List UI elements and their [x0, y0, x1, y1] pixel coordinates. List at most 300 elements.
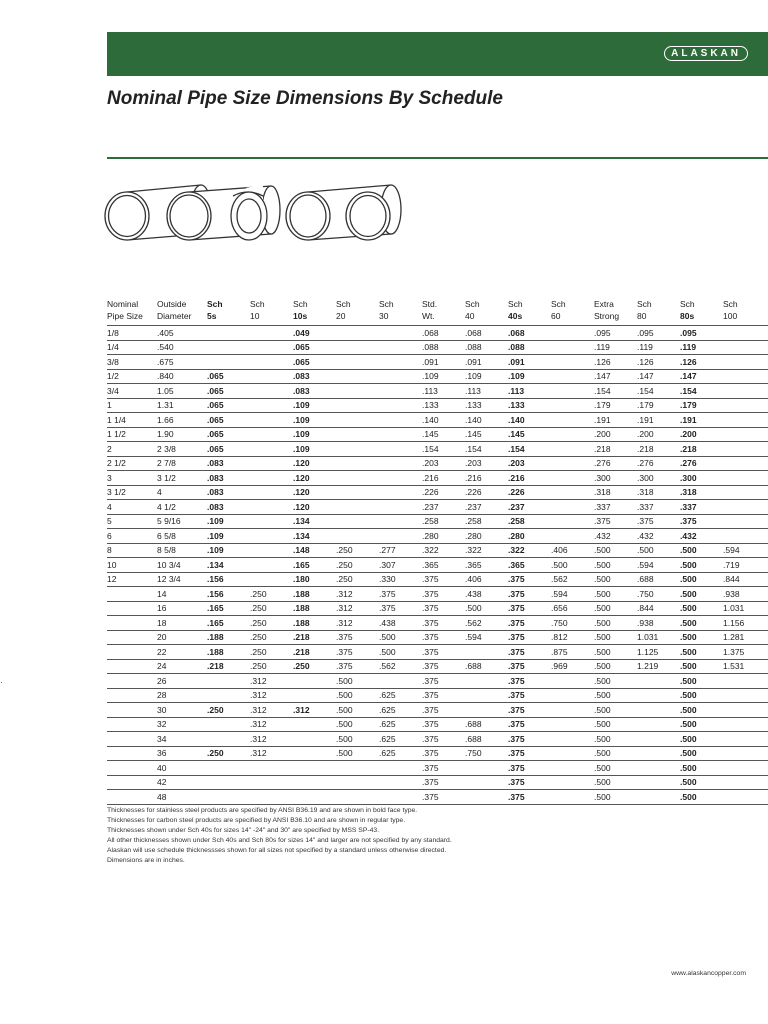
table-cell: [465, 761, 508, 776]
table-cell: .188: [293, 601, 336, 616]
table-cell: .148: [293, 543, 336, 558]
table-cell: .250: [250, 659, 293, 674]
table-cell: .312: [250, 674, 293, 689]
table-cell: .250: [207, 746, 250, 761]
column-header: [157, 298, 207, 326]
table-cell: 1 1/2: [107, 427, 157, 442]
table-cell: [723, 761, 768, 776]
table-cell: 3 1/2: [157, 471, 207, 486]
table-cell: [379, 761, 422, 776]
header-line-1: Sch: [207, 299, 223, 309]
table-cell: .120: [293, 500, 336, 515]
table-cell: .119: [594, 340, 637, 355]
table-cell: .375: [422, 688, 465, 703]
table-row: [107, 326, 768, 341]
table-cell: 26: [157, 674, 207, 689]
table-cell: .145: [422, 427, 465, 442]
table-cell: [379, 456, 422, 471]
table-cell: .179: [637, 398, 680, 413]
table-cell: .375: [422, 572, 465, 587]
table-cell: 1.05: [157, 384, 207, 399]
table-cell: [336, 471, 379, 486]
table-cell: .312: [250, 746, 293, 761]
table-cell: [723, 355, 768, 370]
table-cell: .109: [508, 369, 551, 384]
table-cell: .375: [508, 717, 551, 732]
table-cell: 6 5/8: [157, 529, 207, 544]
table-cell: .200: [594, 427, 637, 442]
table-cell: [107, 761, 157, 776]
table-cell: [336, 427, 379, 442]
table-cell: .120: [293, 456, 336, 471]
table-cell: 32: [157, 717, 207, 732]
table-cell: [107, 630, 157, 645]
table-cell: [379, 398, 422, 413]
table-cell: 1.90: [157, 427, 207, 442]
table-cell: [107, 732, 157, 747]
table-cell: .500: [680, 587, 723, 602]
table-cell: [551, 398, 594, 413]
table-cell: .300: [594, 471, 637, 486]
table-cell: .500: [594, 674, 637, 689]
table-cell: .250: [250, 601, 293, 616]
table-cell: .500: [680, 717, 723, 732]
table-cell: .812: [551, 630, 594, 645]
header-line-1: Sch: [508, 299, 523, 309]
table-cell: .562: [465, 616, 508, 631]
table-row: [107, 340, 768, 355]
table-cell: .375: [336, 659, 379, 674]
table-cell: [250, 529, 293, 544]
table-cell: [637, 732, 680, 747]
table-row: [107, 427, 768, 442]
table-row: [107, 703, 768, 718]
table-cell: .218: [637, 442, 680, 457]
page-title: Nominal Pipe Size Dimensions By Schedule: [107, 88, 503, 109]
table-row: [107, 500, 768, 515]
table-cell: [723, 529, 768, 544]
table-cell: [336, 398, 379, 413]
company-logo: ALASKAN: [664, 46, 748, 61]
table-cell: .375: [422, 775, 465, 790]
table-cell: .134: [207, 558, 250, 573]
table-cell: 30: [157, 703, 207, 718]
table-cell: .109: [293, 398, 336, 413]
table-cell: [551, 717, 594, 732]
table-cell: .133: [422, 398, 465, 413]
table-cell: .337: [594, 500, 637, 515]
table-cell: .065: [207, 413, 250, 428]
table-cell: [723, 775, 768, 790]
table-cell: 2: [107, 442, 157, 457]
column-header: [207, 298, 250, 326]
table-cell: .134: [293, 514, 336, 529]
table-row: [107, 355, 768, 370]
table-cell: 4: [107, 500, 157, 515]
table-cell: 3: [107, 471, 157, 486]
table-cell: .375: [508, 761, 551, 776]
table-cell: [723, 326, 768, 341]
table-cell: .300: [680, 471, 723, 486]
table-cell: .375: [508, 616, 551, 631]
table-cell: 1.125: [637, 645, 680, 660]
table-cell: .375: [422, 587, 465, 602]
header-line-1: Sch: [250, 299, 265, 309]
table-cell: .218: [293, 645, 336, 660]
table-row: [107, 572, 768, 587]
table-cell: .432: [680, 529, 723, 544]
table-cell: .179: [680, 398, 723, 413]
table-cell: [336, 775, 379, 790]
table-cell: .095: [637, 326, 680, 341]
table-cell: .109: [293, 413, 336, 428]
table-cell: .375: [422, 601, 465, 616]
table-cell: .147: [594, 369, 637, 384]
table-cell: .500: [594, 572, 637, 587]
table-cell: .562: [551, 572, 594, 587]
table-cell: .375: [422, 645, 465, 660]
table-cell: .218: [680, 442, 723, 457]
table-cell: [207, 732, 250, 747]
table-cell: .500: [594, 746, 637, 761]
table-cell: 3/4: [107, 384, 157, 399]
website-url[interactable]: www.alaskancopper.com: [671, 970, 746, 977]
table-cell: [250, 369, 293, 384]
table-cell: .109: [293, 427, 336, 442]
table-cell: .375: [422, 761, 465, 776]
table-cell: .375: [594, 514, 637, 529]
table-cell: 1.031: [637, 630, 680, 645]
table-row: [107, 659, 768, 674]
table-cell: [336, 326, 379, 341]
table-cell: [207, 775, 250, 790]
table-cell: .500: [594, 601, 637, 616]
table-cell: .365: [422, 558, 465, 573]
table-cell: [379, 500, 422, 515]
footnote: Thicknesses for stainless steel products are specified by ANSI B36.19 and are shown in bold face type.: [107, 807, 418, 814]
table-cell: .500: [594, 558, 637, 573]
table-cell: .500: [680, 761, 723, 776]
table-cell: [293, 790, 336, 805]
table-cell: .337: [637, 500, 680, 515]
table-cell: .500: [680, 674, 723, 689]
column-header: [594, 298, 637, 326]
header-line-1: Sch: [723, 299, 738, 309]
header-line-2: 20: [336, 311, 346, 321]
table-cell: .688: [465, 717, 508, 732]
header-line-1: Sch: [551, 299, 566, 309]
table-cell: [637, 717, 680, 732]
column-header: [508, 298, 551, 326]
table-cell: .594: [465, 630, 508, 645]
table-cell: .500: [594, 761, 637, 776]
table-cell: .500: [379, 645, 422, 660]
table-cell: 5: [107, 514, 157, 529]
table-cell: .500: [594, 790, 637, 805]
table-cell: [379, 427, 422, 442]
table-cell: .500: [336, 717, 379, 732]
table-cell: .154: [594, 384, 637, 399]
table-cell: .500: [680, 630, 723, 645]
table-cell: [250, 543, 293, 558]
table-cell: .840: [157, 369, 207, 384]
table-cell: .218: [594, 442, 637, 457]
table-cell: [293, 746, 336, 761]
table-cell: [336, 442, 379, 457]
table-cell: .500: [594, 616, 637, 631]
header-line-1: Sch: [465, 299, 480, 309]
table-cell: .147: [680, 369, 723, 384]
table-cell: [465, 775, 508, 790]
table-cell: .375: [422, 703, 465, 718]
table-cell: 1.66: [157, 413, 207, 428]
table-row: [107, 514, 768, 529]
table-cell: .938: [723, 587, 768, 602]
table-cell: .375: [422, 674, 465, 689]
table-row: [107, 616, 768, 631]
table-cell: [250, 456, 293, 471]
table-cell: [465, 688, 508, 703]
table-cell: [207, 761, 250, 776]
table-cell: .065: [293, 355, 336, 370]
table-cell: .656: [551, 601, 594, 616]
table-cell: .688: [465, 659, 508, 674]
table-cell: .088: [422, 340, 465, 355]
table-cell: [723, 514, 768, 529]
table-cell: [379, 326, 422, 341]
table-cell: .083: [207, 471, 250, 486]
pipes-illustration: [103, 180, 403, 250]
table-cell: [107, 746, 157, 761]
table-cell: .300: [637, 471, 680, 486]
table-cell: .312: [250, 688, 293, 703]
table-cell: [336, 369, 379, 384]
table-cell: .375: [422, 616, 465, 631]
table-cell: .375: [508, 674, 551, 689]
table-cell: 10 3/4: [157, 558, 207, 573]
table-cell: 1 1/4: [107, 413, 157, 428]
table-cell: .318: [637, 485, 680, 500]
table-cell: .200: [637, 427, 680, 442]
table-cell: .140: [508, 413, 551, 428]
table-cell: .405: [157, 326, 207, 341]
header-line-2: 80: [637, 311, 647, 321]
table-cell: 1.219: [637, 659, 680, 674]
table-cell: .625: [379, 732, 422, 747]
column-header: [551, 298, 594, 326]
table-row: [107, 790, 768, 805]
table-cell: .500: [680, 688, 723, 703]
footnotes: [107, 806, 452, 866]
table-cell: .500: [680, 659, 723, 674]
table-cell: [551, 761, 594, 776]
table-cell: [379, 355, 422, 370]
table-cell: [551, 500, 594, 515]
table-cell: 22: [157, 645, 207, 660]
table-cell: .154: [680, 384, 723, 399]
table-cell: .109: [207, 543, 250, 558]
table-cell: .250: [250, 630, 293, 645]
table-cell: .500: [379, 630, 422, 645]
table-cell: .091: [508, 355, 551, 370]
table-cell: 18: [157, 616, 207, 631]
table-cell: .375: [508, 790, 551, 805]
column-header: [293, 298, 336, 326]
table-cell: .126: [594, 355, 637, 370]
table-cell: 12: [107, 572, 157, 587]
table-cell: .250: [250, 587, 293, 602]
table-cell: .277: [379, 543, 422, 558]
table-cell: [637, 775, 680, 790]
table-cell: [250, 514, 293, 529]
table-cell: [551, 355, 594, 370]
table-cell: .375: [422, 717, 465, 732]
table-cell: [379, 514, 422, 529]
table-cell: .109: [207, 514, 250, 529]
table-cell: [723, 717, 768, 732]
table-cell: .938: [637, 616, 680, 631]
table-cell: .095: [680, 326, 723, 341]
table-cell: .165: [207, 601, 250, 616]
table-cell: [336, 384, 379, 399]
pipe-schedule-table: [107, 298, 768, 805]
table-cell: .562: [379, 659, 422, 674]
table-cell: [107, 717, 157, 732]
table-cell: .276: [594, 456, 637, 471]
table-cell: 1.156: [723, 616, 768, 631]
table-cell: .147: [637, 369, 680, 384]
table-cell: [723, 398, 768, 413]
header-line-2: 5s: [207, 311, 217, 321]
table-cell: [250, 500, 293, 515]
table-cell: .625: [379, 717, 422, 732]
table-cell: .140: [422, 413, 465, 428]
table-cell: .500: [594, 732, 637, 747]
table-cell: [207, 674, 250, 689]
table-cell: [723, 703, 768, 718]
column-header: [465, 298, 508, 326]
table-cell: .088: [465, 340, 508, 355]
table-cell: 1: [107, 398, 157, 413]
table-cell: [379, 485, 422, 500]
table-cell: [379, 384, 422, 399]
table-cell: .203: [508, 456, 551, 471]
table-cell: .625: [379, 703, 422, 718]
table-cell: .133: [508, 398, 551, 413]
table-cell: [336, 761, 379, 776]
footnote: Dimensions are in inches.: [107, 857, 185, 864]
table-cell: .191: [594, 413, 637, 428]
table-cell: [379, 790, 422, 805]
table-cell: [379, 340, 422, 355]
footnote: Thicknesses for carbon steel products are specified by ANSI B36.10 and are shown in regular type.: [107, 817, 406, 824]
header-line-1: Std.: [422, 299, 438, 309]
table-cell: .154: [508, 442, 551, 457]
table-cell: .216: [422, 471, 465, 486]
table-cell: [107, 775, 157, 790]
table-cell: .500: [551, 558, 594, 573]
table-cell: .969: [551, 659, 594, 674]
table-cell: [637, 746, 680, 761]
table-cell: .438: [465, 587, 508, 602]
table-row: [107, 529, 768, 544]
table-cell: .406: [551, 543, 594, 558]
table-cell: [551, 529, 594, 544]
divider: [107, 157, 768, 159]
table-cell: .330: [379, 572, 422, 587]
table-cell: .200: [680, 427, 723, 442]
column-header: [336, 298, 379, 326]
table-cell: [551, 456, 594, 471]
table-cell: 1.375: [723, 645, 768, 660]
header-line-2: Diameter: [157, 311, 192, 321]
table-cell: [250, 485, 293, 500]
table-cell: .375: [508, 630, 551, 645]
table-cell: [336, 413, 379, 428]
table-row: [107, 732, 768, 747]
table-cell: [551, 413, 594, 428]
table-cell: .322: [508, 543, 551, 558]
table-cell: .218: [207, 659, 250, 674]
table-cell: .500: [594, 543, 637, 558]
table-cell: .322: [465, 543, 508, 558]
table-cell: .625: [379, 688, 422, 703]
header-line-2: Pipe Size: [107, 311, 143, 321]
header-line-2: 60: [551, 311, 561, 321]
table-row: [107, 442, 768, 457]
table-cell: .375: [379, 601, 422, 616]
table-cell: [336, 514, 379, 529]
table-cell: .154: [422, 442, 465, 457]
table-cell: .188: [293, 616, 336, 631]
table-cell: [637, 790, 680, 805]
table-cell: .500: [594, 775, 637, 790]
table-cell: [379, 413, 422, 428]
table-cell: .500: [680, 543, 723, 558]
table-cell: [250, 340, 293, 355]
table-cell: .375: [508, 775, 551, 790]
header-line-1: Sch: [336, 299, 351, 309]
table-cell: .250: [250, 645, 293, 660]
table-cell: [379, 529, 422, 544]
table-cell: .432: [637, 529, 680, 544]
table-cell: .844: [723, 572, 768, 587]
table-cell: .500: [336, 703, 379, 718]
table-cell: .109: [293, 442, 336, 457]
table-cell: .337: [680, 500, 723, 515]
table-cell: .120: [293, 485, 336, 500]
table-cell: .318: [594, 485, 637, 500]
table-cell: .312: [250, 703, 293, 718]
table-cell: .500: [680, 601, 723, 616]
column-header: [107, 298, 157, 326]
table-cell: .719: [723, 558, 768, 573]
table-cell: [107, 587, 157, 602]
column-header: [723, 298, 768, 326]
table-cell: .250: [336, 543, 379, 558]
table-cell: [551, 746, 594, 761]
table-cell: .750: [637, 587, 680, 602]
table-cell: 36: [157, 746, 207, 761]
table-cell: .226: [508, 485, 551, 500]
table-cell: .126: [680, 355, 723, 370]
table-cell: .068: [508, 326, 551, 341]
table-cell: [723, 456, 768, 471]
table-cell: 1.531: [723, 659, 768, 674]
table-cell: [250, 442, 293, 457]
table-cell: .500: [680, 703, 723, 718]
table-cell: [250, 790, 293, 805]
